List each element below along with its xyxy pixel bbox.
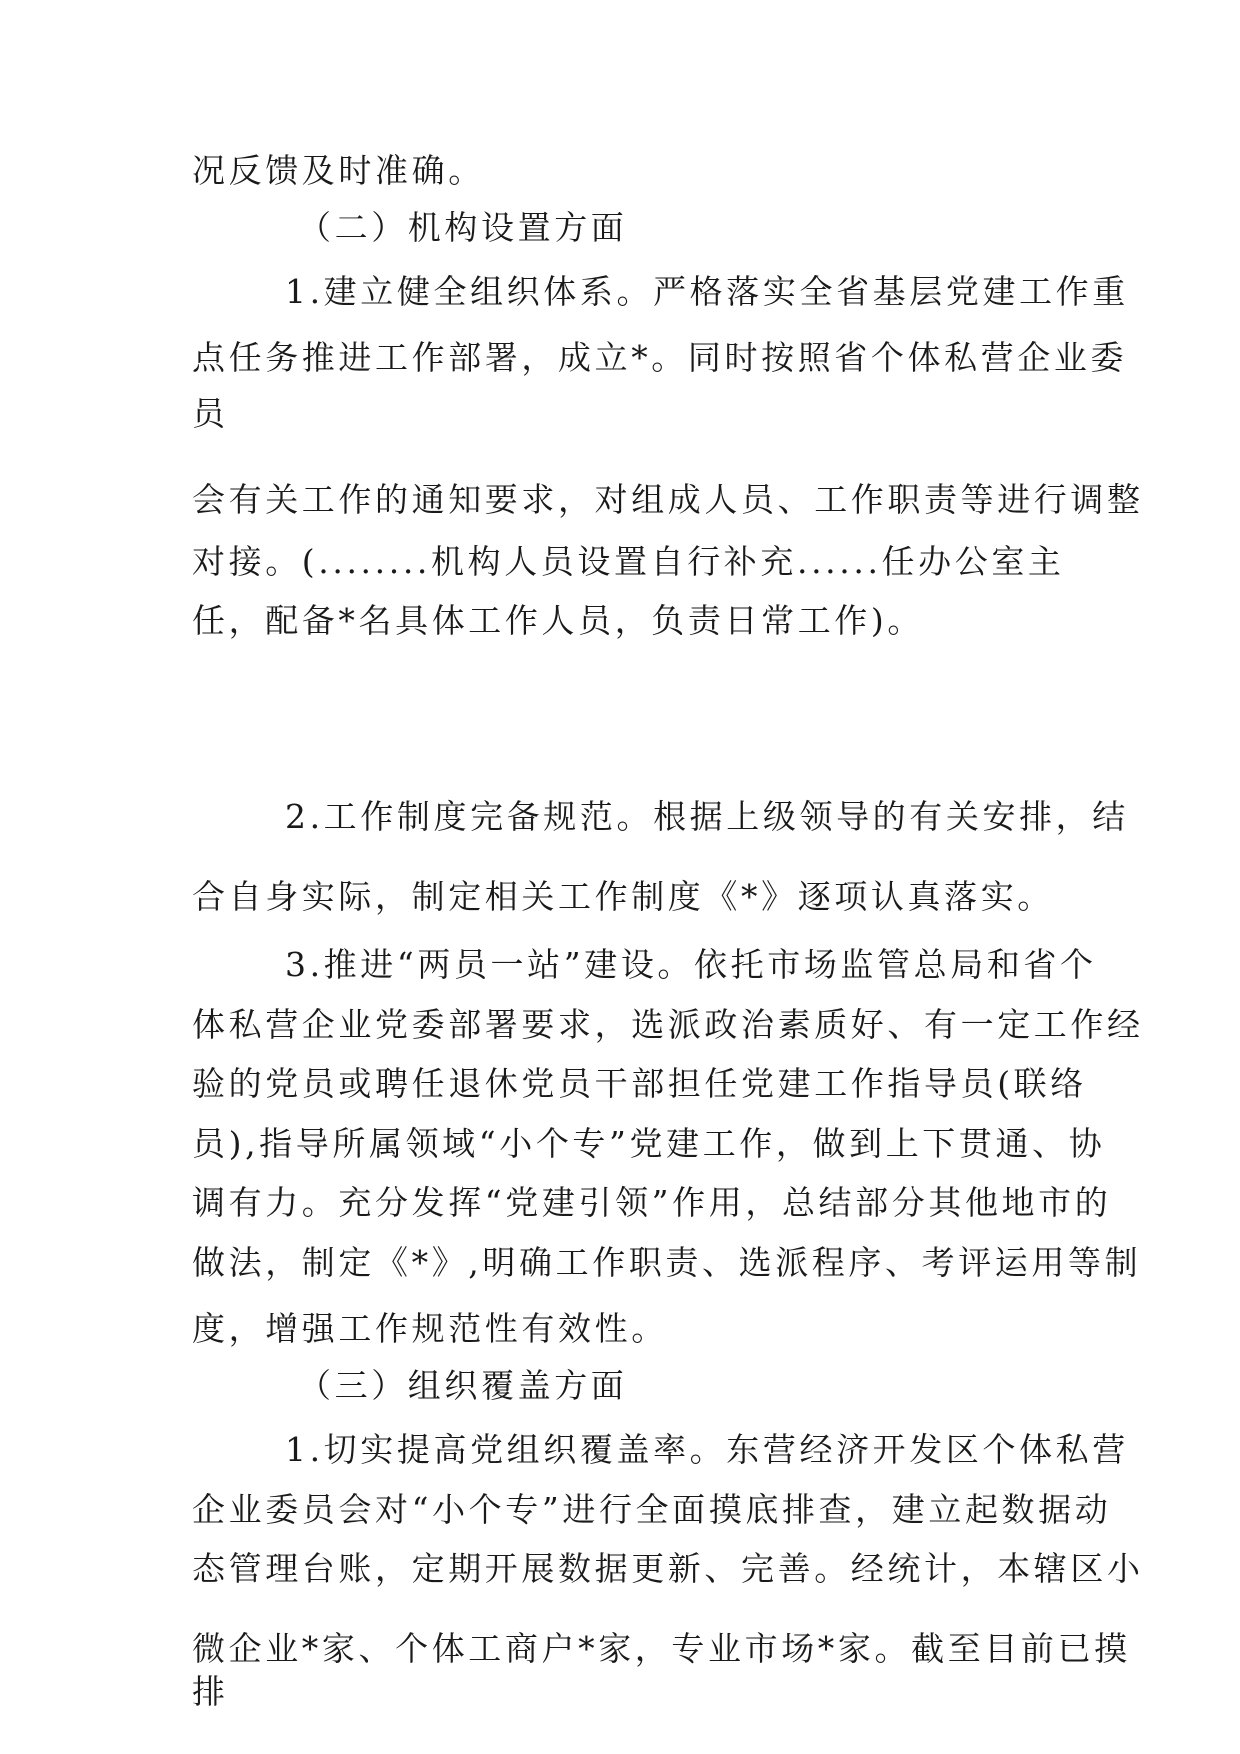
- text-line: 企业委员会对“小个专”进行全面摸底排查，建立起数据动: [192, 1490, 1112, 1529]
- text-line: 点任务推进工作部署，成立*。同时按照省个体私营企业委: [192, 338, 1128, 377]
- text-line: 员: [192, 394, 229, 433]
- text-line: 排: [192, 1672, 229, 1711]
- text-line: 员),指导所属领域“小个专”党建工作，做到上下贯通、协: [192, 1124, 1106, 1163]
- text-line: 调有力。充分发挥“党建引领”作用，总结部分其他地市的: [192, 1183, 1112, 1222]
- text-line: 3.推进“两员一站”建设。依托市场监管总局和省个: [285, 945, 1097, 984]
- text-line: 任，配备*名具体工作人员，负责日常工作)。: [192, 601, 924, 640]
- text-line: 会有关工作的通知要求，对组成人员、工作职责等进行调整: [192, 480, 1144, 519]
- text-line: 2.工作制度完备规范。根据上级领导的有关安排，结: [285, 797, 1129, 836]
- text-line: 体私营企业党委部署要求，选派政治素质好、有一定工作经: [192, 1005, 1144, 1044]
- text-line: 合自身实际，制定相关工作制度《*》逐项认真落实。: [192, 877, 1054, 916]
- text-line: 对接。(........机构人员设置自行补充......任办公室主: [192, 542, 1065, 581]
- section-heading-organization: （二）机构设置方面: [298, 208, 628, 247]
- text-line: 微企业*家、个体工商户*家，专业市场*家。截至目前已摸: [192, 1629, 1131, 1668]
- text-line: 况反馈及时准确。: [192, 151, 485, 190]
- text-line: 1.建立健全组织体系。严格落实全省基层党建工作重: [285, 272, 1129, 311]
- text-line: 做法，制定《*》,明确工作职责、选派程序、考评运用等制: [192, 1243, 1142, 1282]
- text-line: 态管理台账，定期开展数据更新、完善。经统计，本辖区小: [192, 1549, 1144, 1588]
- section-heading-coverage: （三）组织覆盖方面: [298, 1366, 628, 1405]
- text-line: 1.切实提高党组织覆盖率。东营经济开发区个体私营: [285, 1430, 1129, 1469]
- text-line: 度，增强工作规范性有效性。: [192, 1309, 668, 1348]
- text-line: 验的党员或聘任退休党员干部担任党建工作指导员(联络: [192, 1064, 1087, 1103]
